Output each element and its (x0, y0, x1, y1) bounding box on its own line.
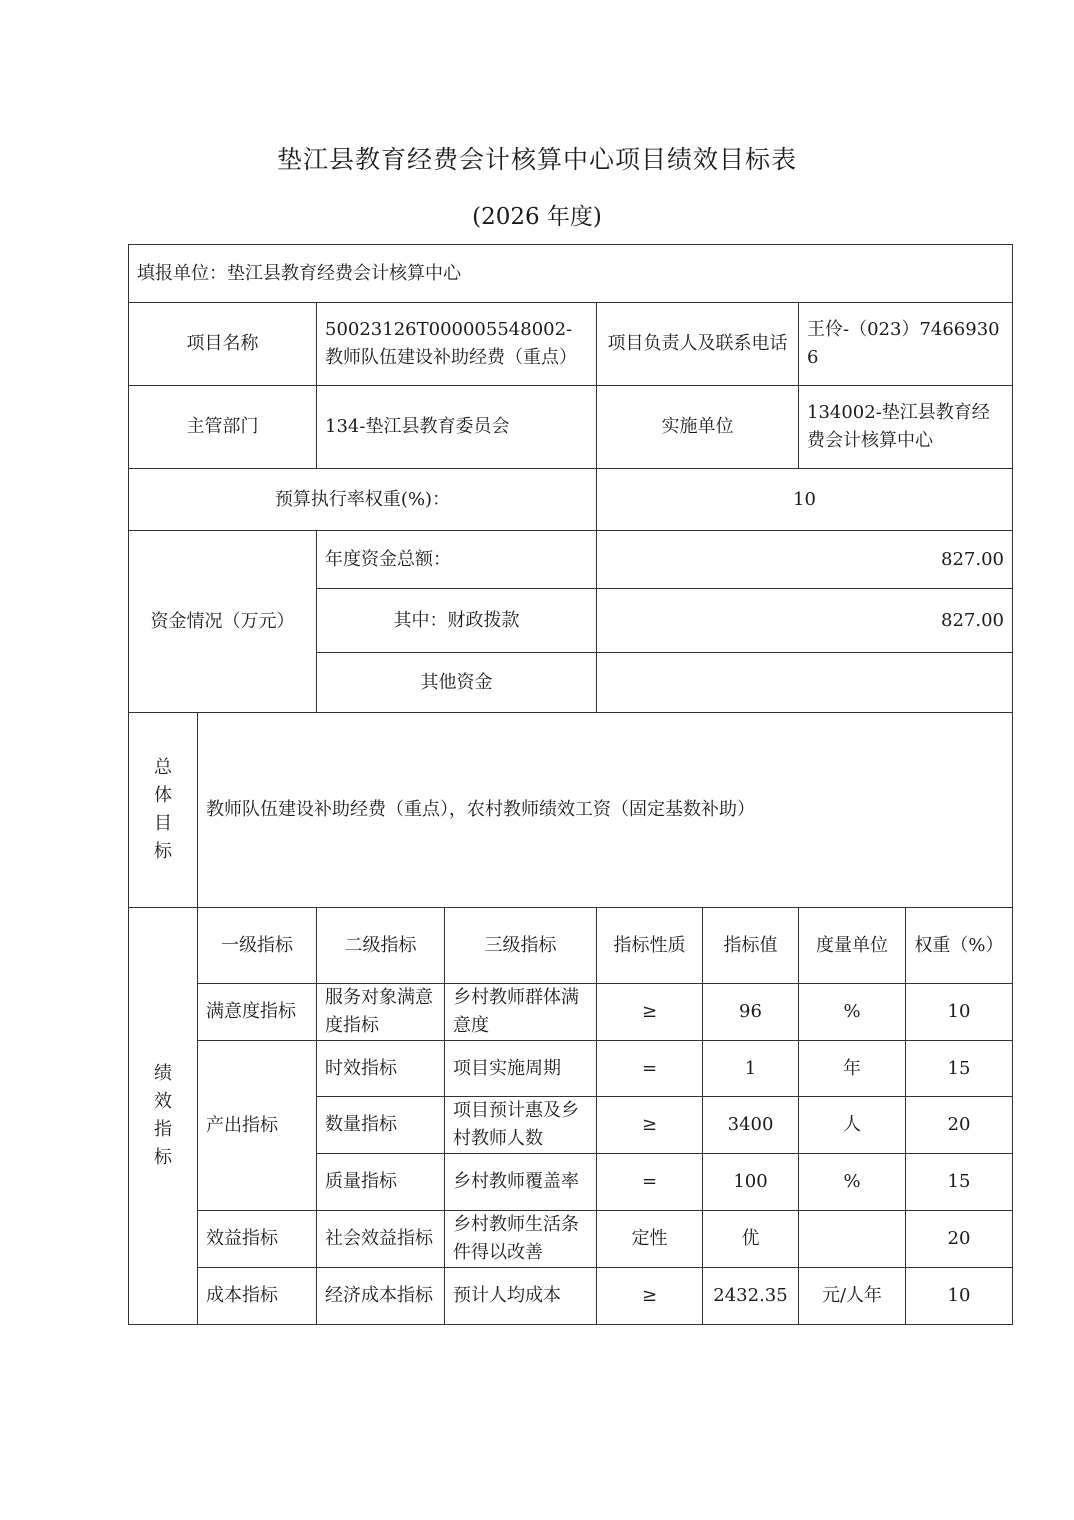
nature-cell: = (597, 1041, 703, 1097)
level2-cell: 质量指标 (317, 1154, 445, 1211)
table-row (129, 984, 1013, 1041)
value-cell: 优 (703, 1211, 799, 1268)
dept-label: 主管部门 (129, 386, 317, 469)
value-cell: 3400 (703, 1097, 799, 1154)
weight-cell: 20 (906, 1097, 1013, 1154)
funds-fiscal-value: 827.00 (597, 589, 1013, 653)
unit-cell: 元/人年 (799, 1268, 906, 1325)
col-header-nature: 指标性质 (597, 908, 703, 984)
unit-cell: 年 (799, 1041, 906, 1097)
level2-cell: 时效指标 (317, 1041, 445, 1097)
unit-cell (799, 1211, 906, 1268)
level3-cell: 项目实施周期 (445, 1041, 597, 1097)
value-cell: 1 (703, 1041, 799, 1097)
reporting-unit: 填报单位：垫江县教育经费会计核算中心 (129, 245, 1013, 303)
document-title: 垫江县教育经费会计核算中心项目绩效目标表 (276, 145, 797, 174)
level1-cell: 成本指标 (198, 1268, 317, 1325)
unit-cell: 人 (799, 1097, 906, 1154)
level1-cell: 效益指标 (198, 1211, 317, 1268)
performance-target-table (128, 244, 1013, 1325)
col-header-value: 指标值 (703, 908, 799, 984)
funds-total-label: 年度资金总额： (317, 531, 597, 589)
level3-cell: 预计人均成本 (445, 1268, 597, 1325)
table-row (129, 1041, 1013, 1097)
nature-cell: ≥ (597, 1268, 703, 1325)
level2-cell: 经济成本指标 (317, 1268, 445, 1325)
weight-cell: 10 (906, 1268, 1013, 1325)
performance-indicators-label: 绩效指标 (129, 908, 198, 1325)
table-row (129, 1268, 1013, 1325)
weight-cell: 10 (906, 984, 1013, 1041)
col-header-weight: 权重（%） (906, 908, 1013, 984)
value-cell: 96 (703, 984, 799, 1041)
level2-cell: 服务对象满意度指标 (317, 984, 445, 1041)
col-header-unit: 度量单位 (799, 908, 906, 984)
level2-cell: 数量指标 (317, 1097, 445, 1154)
impl-unit-value: 134002-垫江县教育经费会计核算中心 (799, 386, 1013, 469)
level1-cell: 产出指标 (198, 1041, 317, 1211)
level3-cell: 乡村教师覆盖率 (445, 1154, 597, 1211)
weight-cell: 15 (906, 1041, 1013, 1097)
overall-goal-text: 教师队伍建设补助经费（重点），农村教师绩效工资（固定基数补助） (198, 713, 1013, 908)
level1-cell: 满意度指标 (198, 984, 317, 1041)
col-header-level3: 三级指标 (445, 908, 597, 984)
contact-value: 王伶-（023）74669306 (799, 303, 1013, 386)
nature-cell: ≥ (597, 984, 703, 1041)
project-name-value: 50023126T000005548002-教师队伍建设补助经费（重点） (317, 303, 597, 386)
dept-value: 134-垫江县教育委员会 (317, 386, 597, 469)
nature-cell: = (597, 1154, 703, 1211)
level3-cell: 乡村教师群体满意度 (445, 984, 597, 1041)
impl-unit-label: 实施单位 (597, 386, 799, 469)
weight-cell: 20 (906, 1211, 1013, 1268)
contact-label: 项目负责人及联系电话 (597, 303, 799, 386)
level3-cell: 乡村教师生活条件得以改善 (445, 1211, 597, 1268)
weight-cell: 15 (906, 1154, 1013, 1211)
funds-total-value: 827.00 (597, 531, 1013, 589)
funds-fiscal-label: 其中：财政拨款 (317, 589, 597, 653)
document-year: (2026 年度) (472, 204, 602, 230)
project-name-label: 项目名称 (129, 303, 317, 386)
unit-cell: % (799, 984, 906, 1041)
level2-cell: 社会效益指标 (317, 1211, 445, 1268)
funds-other-label: 其他资金 (317, 653, 597, 713)
nature-cell: 定性 (597, 1211, 703, 1268)
nature-cell: ≥ (597, 1097, 703, 1154)
budget-weight-value: 10 (597, 469, 1013, 531)
col-header-level1: 一级指标 (198, 908, 317, 984)
table-row (129, 1211, 1013, 1268)
funds-other-value (597, 653, 1013, 713)
funds-label: 资金情况（万元） (129, 531, 317, 713)
value-cell: 2432.35 (703, 1268, 799, 1325)
col-header-level2: 二级指标 (317, 908, 445, 984)
budget-weight-label: 预算执行率权重(%)： (129, 469, 597, 531)
unit-cell: % (799, 1154, 906, 1211)
value-cell: 100 (703, 1154, 799, 1211)
level3-cell: 项目预计惠及乡村教师人数 (445, 1097, 597, 1154)
overall-goal-label: 总体目标 (129, 713, 198, 908)
